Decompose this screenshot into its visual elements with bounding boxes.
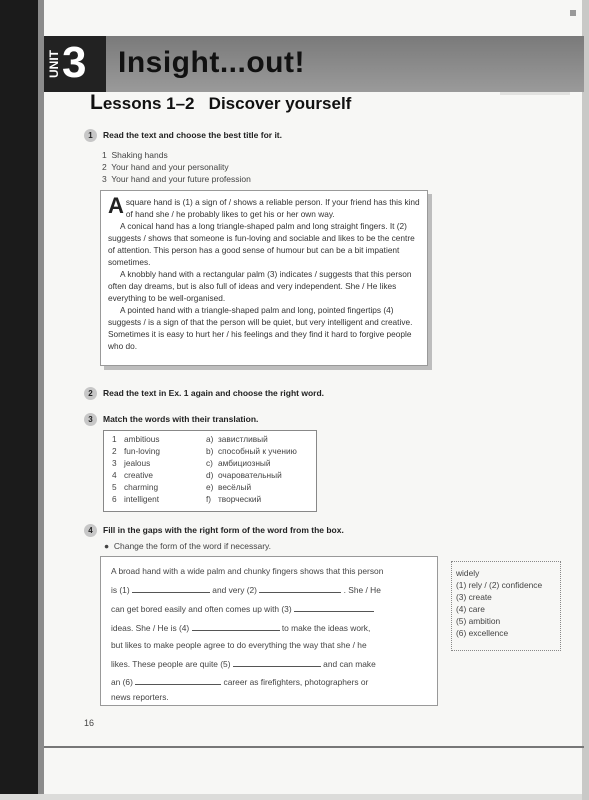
gap-text: an (6) bbox=[111, 677, 133, 687]
task-2 bbox=[84, 387, 324, 400]
left-word: ambitious bbox=[124, 434, 160, 444]
right-letter: a) bbox=[206, 434, 214, 444]
task-4-instruction: Fill in the gaps with the right form of the word from the box. bbox=[103, 525, 344, 535]
left-number: 6 bbox=[112, 494, 117, 504]
left-number: 5 bbox=[112, 482, 117, 492]
left-word: jealous bbox=[124, 458, 151, 468]
task-4-number: 4 bbox=[84, 524, 97, 537]
word-box-item: (3) create bbox=[456, 592, 492, 602]
task-3-number: 3 bbox=[84, 413, 97, 426]
task-1 bbox=[84, 129, 282, 142]
gap-line-1: A broad hand with a wide palm and chunky fingers shows that this person bbox=[111, 566, 384, 576]
faint-bleed-through bbox=[500, 92, 570, 95]
unit-number: 3 bbox=[62, 38, 87, 87]
reading-paragraph-3: A knobbly hand with a rectangular palm (3) indicates / suggests that this person often day dreams, but is also full of ideas and very independent. She / He likes everything to be well-organised. bbox=[108, 269, 412, 303]
task-4 bbox=[84, 524, 344, 537]
right-word: творческий bbox=[218, 494, 262, 504]
right-letter: e) bbox=[206, 482, 214, 492]
blank-6[interactable] bbox=[135, 676, 221, 685]
unit-title: Insight...out! bbox=[118, 46, 305, 79]
task-2-number: 2 bbox=[84, 387, 97, 400]
reading-text-box bbox=[100, 190, 428, 366]
right-word: способный к учению bbox=[218, 446, 297, 456]
scan-mark bbox=[570, 10, 576, 16]
gap-text: to make the ideas work, bbox=[281, 623, 371, 633]
title-options bbox=[102, 149, 251, 185]
gap-text: ideas. She / He is (4) bbox=[111, 623, 190, 633]
right-letter: f) bbox=[206, 494, 212, 504]
right-letter: d) bbox=[206, 470, 214, 480]
blank-2[interactable] bbox=[259, 584, 341, 593]
binding-shadow bbox=[38, 0, 44, 794]
drop-cap: A bbox=[108, 193, 124, 218]
task-3 bbox=[84, 413, 258, 426]
word-box-item: (4) care bbox=[456, 604, 485, 614]
lesson-title bbox=[90, 91, 351, 115]
title-option-1: 1 Shaking hands bbox=[102, 150, 168, 160]
word-box bbox=[451, 561, 561, 651]
match-row bbox=[112, 458, 312, 470]
page-edge-shadow bbox=[582, 0, 589, 800]
gap-text: likes. These people are quite (5) bbox=[111, 659, 231, 669]
gap-line-5: but likes to make people agree to do everything the way that she / he bbox=[111, 640, 367, 650]
left-number: 3 bbox=[112, 458, 117, 468]
blank-5[interactable] bbox=[233, 658, 321, 667]
title-option-3: 3 Your hand and your future profession bbox=[102, 174, 251, 184]
bullet-icon: ● bbox=[104, 541, 114, 551]
gap-text: . She / He bbox=[343, 585, 381, 595]
match-row bbox=[112, 482, 312, 494]
gap-text: can get bored easily and often comes up with (3) bbox=[111, 604, 292, 614]
right-word: завистливый bbox=[218, 434, 268, 444]
right-word: амбициозный bbox=[218, 458, 271, 468]
gap-text: career as firefighters, photographers or bbox=[223, 677, 369, 687]
task-1-number: 1 bbox=[84, 129, 97, 142]
reading-paragraph-2: A conical hand has a long triangle-shaped palm and long straight fingers. It (2) suggests / shows that someone is fun-loving and sociable and likes to be the centre of attention. This person has a good sense of humour but can be a bit impatient sometimes. bbox=[108, 221, 415, 267]
match-row bbox=[112, 446, 312, 458]
task-3-instruction: Match the words with their translation. bbox=[103, 414, 259, 424]
task-4-note bbox=[104, 541, 271, 551]
word-box-item: (6) excellence bbox=[456, 628, 509, 638]
left-word: charming bbox=[124, 482, 159, 492]
matching-table bbox=[103, 430, 317, 512]
gap-fill-text-box bbox=[100, 556, 438, 706]
gap-text: and very (2) bbox=[212, 585, 257, 595]
gap-line-7 bbox=[111, 676, 368, 687]
left-word: fun-loving bbox=[124, 446, 160, 456]
title-option-2: 2 Your hand and your personality bbox=[102, 162, 229, 172]
unit-label: UNIT bbox=[47, 50, 61, 78]
left-word: creative bbox=[124, 470, 154, 480]
bottom-rule bbox=[44, 746, 584, 748]
left-number: 4 bbox=[112, 470, 117, 480]
gap-text: and can make bbox=[323, 659, 376, 669]
gap-line-3 bbox=[111, 603, 374, 614]
left-number: 1 bbox=[112, 434, 117, 444]
binding-gutter bbox=[0, 0, 38, 794]
right-letter: c) bbox=[206, 458, 213, 468]
reading-paragraph-1 bbox=[108, 193, 420, 220]
word-box-item: (1) rely / (2) confidence bbox=[456, 580, 543, 590]
word-box-item: (5) ambition bbox=[456, 616, 501, 626]
task-1-instruction: Read the text and choose the best title for it. bbox=[103, 130, 282, 140]
task-2-instruction: Read the text in Ex. 1 again and choose the right word. bbox=[103, 388, 325, 398]
right-word: очаровательный bbox=[218, 470, 282, 480]
page-number: 16 bbox=[84, 718, 95, 728]
gap-line-4 bbox=[111, 622, 370, 633]
word-box-item: widely bbox=[456, 568, 480, 578]
match-row bbox=[112, 470, 312, 482]
left-number: 2 bbox=[112, 446, 117, 456]
lesson-title-text: essons 1–2 Discover yourself bbox=[102, 94, 352, 113]
blank-1[interactable] bbox=[132, 584, 210, 593]
right-letter: b) bbox=[206, 446, 214, 456]
lesson-title-initial: L bbox=[90, 91, 103, 114]
reading-paragraph-1-text: square hand is (1) a sign of / shows a reliable person. If your friend has this kind of hand she / he probably likes to get his or her own way. bbox=[125, 197, 420, 219]
task-4-note-text: Change the form of the word if necessary. bbox=[113, 541, 272, 551]
gap-line-6 bbox=[111, 658, 376, 669]
left-word: intelligent bbox=[124, 494, 160, 504]
match-row bbox=[112, 434, 312, 446]
blank-4[interactable] bbox=[192, 622, 280, 631]
right-word: весёлый bbox=[218, 482, 252, 492]
match-row bbox=[112, 494, 312, 506]
gap-text: is (1) bbox=[111, 585, 130, 595]
blank-3[interactable] bbox=[294, 603, 374, 612]
gap-line-2 bbox=[111, 584, 381, 595]
gap-line-8: news reporters. bbox=[111, 692, 169, 702]
reading-paragraph-4: A pointed hand with a triangle-shaped palm and long, pointed fingertips (4) suggests / is a sign of that the person will be quiet, but very intelligent and creative. Sometimes it is easy to hurt her / his feelings and they find it hard to forgive people who do. bbox=[108, 305, 413, 351]
